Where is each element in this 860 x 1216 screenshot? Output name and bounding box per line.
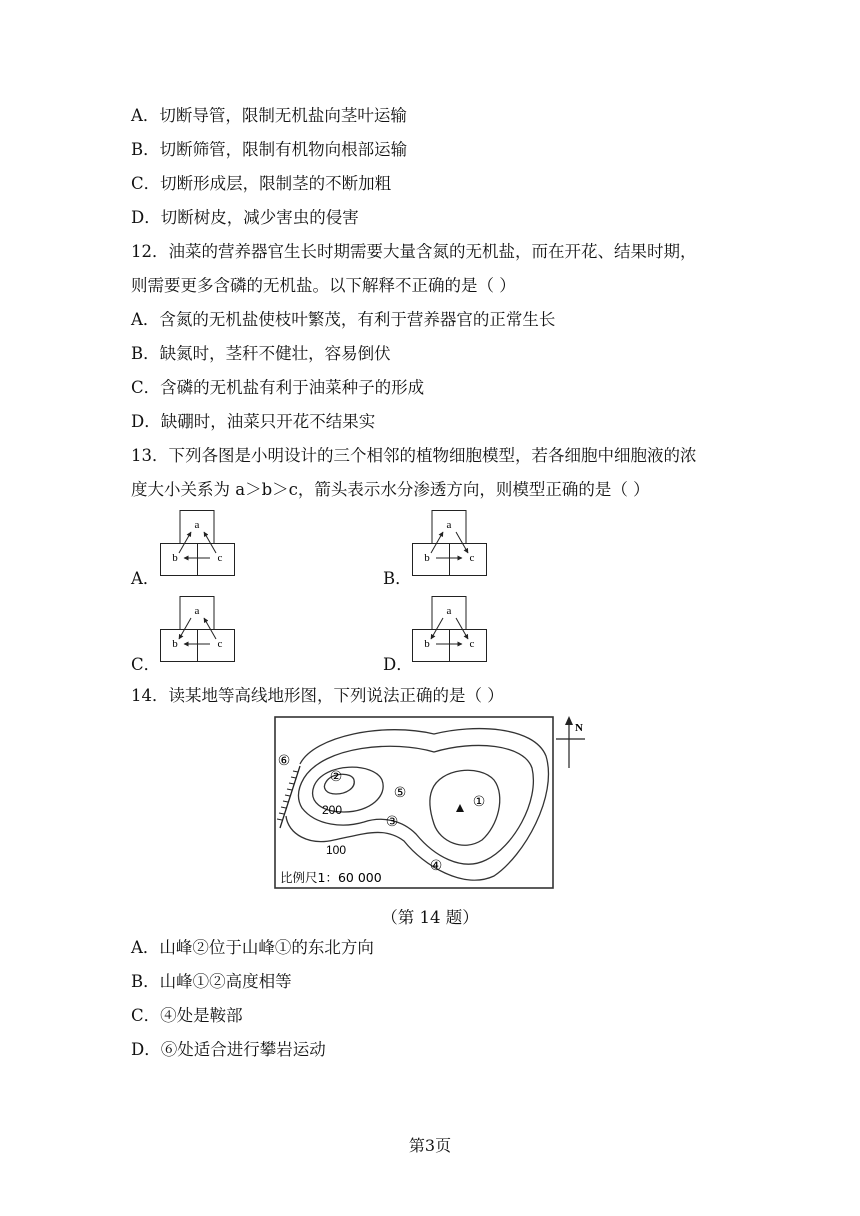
cell-c-letter-a: a bbox=[194, 605, 200, 617]
q11-option-a: A．切断导管，限制无机盐向茎叶运输 bbox=[131, 106, 407, 125]
cell-c-letter-c: c bbox=[217, 638, 223, 650]
q13-stem-line1: 13．下列各图是小明设计的三个相邻的植物细胞模型，若各细胞中细胞液的浓 bbox=[131, 446, 697, 465]
q13-label-c: C． bbox=[131, 655, 161, 674]
contour-map bbox=[274, 716, 555, 894]
cell-a-letter-b: b bbox=[172, 552, 178, 564]
cell-model-d bbox=[412, 596, 487, 666]
q13-label-b: B． bbox=[383, 569, 412, 588]
cell-model-c bbox=[160, 596, 235, 666]
cell-b-letter-b: b bbox=[424, 552, 430, 564]
q12-stem-line1: 12．油菜的营养器官生长时期需要大量含氮的无机盐，而在开花、结果时期， bbox=[131, 242, 697, 261]
marker-2: ② bbox=[329, 769, 343, 785]
q13-stem-line2: 度大小关系为 a＞b＞c，箭头表示水分渗透方向，则模型正确的是（ ） bbox=[131, 480, 650, 499]
q14-option-c: C．④处是鞍部 bbox=[131, 1006, 243, 1025]
q13-label-d: D． bbox=[383, 655, 413, 674]
marker-6: ⑥ bbox=[277, 753, 291, 769]
page-number: 第3页 bbox=[408, 1136, 452, 1155]
cell-b-letter-c: c bbox=[469, 552, 475, 564]
marker-5: ⑤ bbox=[393, 785, 407, 801]
marker-4: ④ bbox=[429, 858, 443, 874]
north-compass bbox=[555, 713, 591, 777]
contour-label-200: 200 bbox=[321, 803, 343, 817]
cell-b-letter-a: a bbox=[446, 519, 452, 531]
q11-option-b: B．切断筛管，限制有机物向根部运输 bbox=[131, 140, 408, 159]
figure-caption: （第 14 题） bbox=[381, 908, 479, 927]
q14-option-d: D．⑥处适合进行攀岩运动 bbox=[131, 1040, 326, 1059]
cell-model-a bbox=[160, 510, 235, 580]
q12-option-d: D．缺硼时，油菜只开花不结果实 bbox=[131, 412, 376, 431]
marker-1: ① bbox=[472, 794, 486, 810]
q12-option-a: A．含氮的无机盐使枝叶繁茂，有利于营养器官的正常生长 bbox=[131, 310, 556, 329]
q12-option-c: C．含磷的无机盐有利于油菜种子的形成 bbox=[131, 378, 425, 397]
q14-option-a: A．山峰②位于山峰①的东北方向 bbox=[131, 938, 374, 957]
q13-label-a: A． bbox=[131, 569, 160, 588]
cell-d-letter-a: a bbox=[446, 605, 452, 617]
cell-d-letter-c: c bbox=[469, 638, 475, 650]
q11-option-c: C．切断形成层，限制茎的不断加粗 bbox=[131, 174, 392, 193]
cell-a-letter-c: c bbox=[217, 552, 223, 564]
q11-option-d: D．切断树皮，减少害虫的侵害 bbox=[131, 208, 359, 227]
q12-option-b: B．缺氮时，茎秆不健壮，容易倒伏 bbox=[131, 344, 391, 363]
q12-stem-line2: 则需要更多含磷的无机盐。以下解释不正确的是（ ） bbox=[131, 276, 516, 295]
north-arrow-icon bbox=[565, 716, 573, 725]
q14-stem: 14．读某地等高线地形图，下列说法正确的是（ ） bbox=[131, 686, 504, 705]
map-scale: 比例尺1：60 000 bbox=[280, 870, 382, 885]
cell-d-letter-b: b bbox=[424, 638, 430, 650]
contour-label-100: 100 bbox=[325, 843, 347, 857]
cell-c-letter-b: b bbox=[172, 638, 178, 650]
cell-model-b bbox=[412, 510, 487, 580]
cell-a-letter-a: a bbox=[194, 519, 200, 531]
marker-3: ③ bbox=[385, 814, 399, 830]
north-label: N bbox=[575, 722, 583, 734]
q14-option-b: B．山峰①②高度相等 bbox=[131, 972, 292, 991]
